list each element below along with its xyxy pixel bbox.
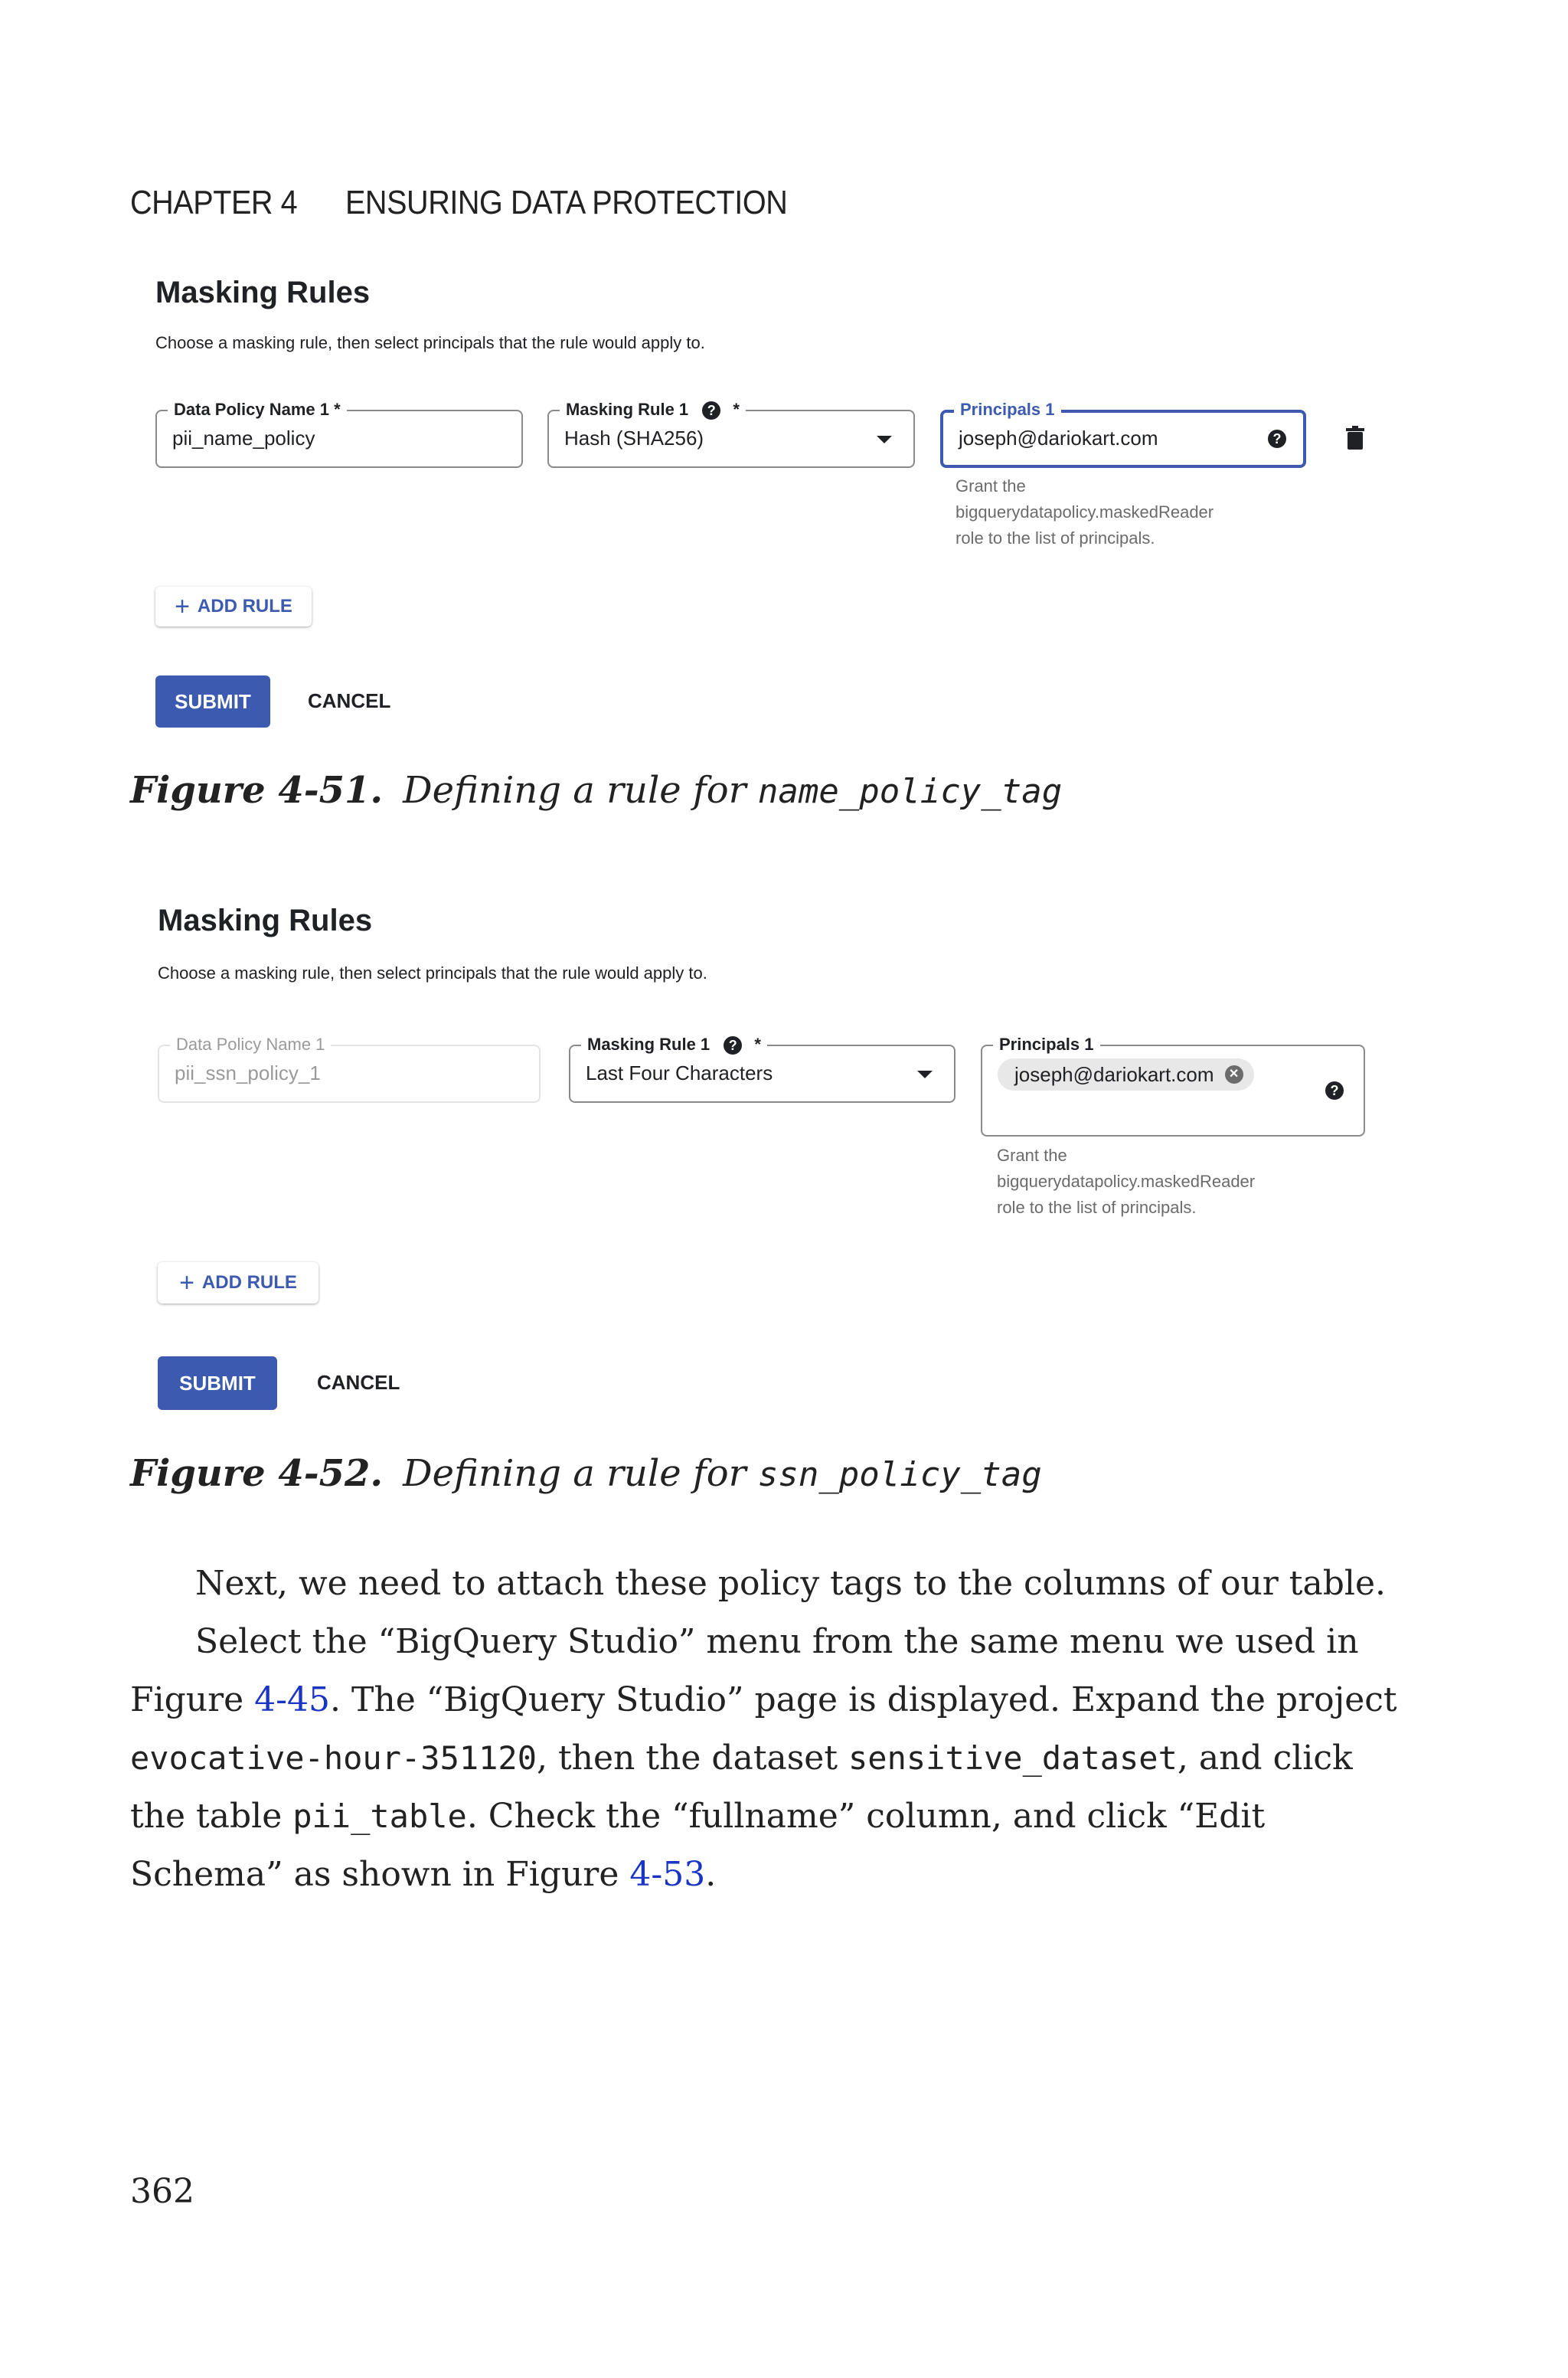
masking-rule-label-text: Masking Rule 1 [587, 1035, 710, 1054]
chapter-label: CHAPTER 4 [130, 184, 298, 221]
submit-button[interactable]: SUBMIT [158, 1356, 277, 1410]
principals-label: Principals 1 [993, 1035, 1100, 1055]
required-asterisk: * [754, 1035, 761, 1054]
figure-code-term: ssn_policy_tag [757, 1455, 1042, 1494]
helper-line: bigquerydatapolicy.maskedReader [997, 1172, 1256, 1191]
masking-rule-label [581, 1035, 767, 1055]
code-term: pii_table [292, 1797, 467, 1835]
data-policy-name-value: pii_ssn_policy_1 [175, 1061, 321, 1084]
masking-rules-subline: Choose a masking rule, then select principals that the rule would apply to. [158, 963, 707, 983]
helper-line: Grant the [997, 1146, 1067, 1165]
figure-number: Figure 4-52. [130, 1452, 384, 1495]
running-header [130, 184, 787, 222]
principals-field[interactable] [981, 1035, 1365, 1137]
caret-down-icon [877, 436, 892, 443]
cancel-button[interactable]: CANCEL [317, 1371, 400, 1394]
text-run: . The “BigQuery Studio” page is displayed. Expand the project [330, 1680, 1397, 1719]
data-policy-name-field [158, 1035, 541, 1103]
trash-icon[interactable] [1345, 426, 1365, 454]
add-rule-button[interactable] [158, 1262, 318, 1303]
add-rule-label: ADD RULE [201, 1272, 297, 1293]
principal-chip[interactable] [998, 1058, 1254, 1091]
code-term: evocative-hour-351120 [130, 1739, 537, 1777]
helper-line: bigquerydatapolicy.maskedReader [956, 502, 1214, 522]
masking-rule-label-text: Masking Rule 1 [566, 400, 689, 419]
required-asterisk: * [733, 400, 740, 419]
principals-helper-text [997, 1143, 1255, 1221]
data-policy-name-value: pii_name_policy [172, 427, 315, 450]
principals-field[interactable] [940, 400, 1306, 468]
masking-rules-subline: Choose a masking rule, then select principals that the rule would apply to. [155, 333, 705, 352]
text-run: , then the dataset [537, 1739, 849, 1778]
text-run: Select the “BigQuery Studio” menu from the same menu we used in Figure [130, 1622, 1359, 1719]
data-policy-name-label: Data Policy Name 1 * [168, 400, 347, 420]
principals-helper-text [956, 473, 1214, 551]
chapter-title: ENSURING DATA PROTECTION [345, 184, 788, 221]
masking-rule-label [560, 400, 746, 420]
paragraph [130, 1613, 1416, 1904]
caret-down-icon [917, 1071, 933, 1078]
add-rule-label: ADD RULE [197, 596, 292, 617]
question-circle-icon[interactable]: ? [702, 401, 720, 420]
question-circle-icon[interactable]: ? [1325, 1081, 1344, 1100]
code-term: sensitive_dataset [848, 1739, 1178, 1777]
text-run: . [705, 1855, 717, 1894]
helper-line: role to the list of principals. [956, 528, 1155, 548]
helper-line: role to the list of principals. [997, 1198, 1197, 1217]
submit-button[interactable]: SUBMIT [155, 675, 270, 728]
question-circle-icon[interactable]: ? [1268, 430, 1286, 448]
figure-link[interactable]: 4-53 [629, 1855, 706, 1894]
figure-code-term: name_policy_tag [757, 772, 1063, 811]
masking-rule-value: Hash (SHA256) [564, 427, 704, 450]
figure-link[interactable]: 4-45 [254, 1680, 331, 1719]
principals-value: joseph@dariokart.com [959, 427, 1158, 450]
figure-description: Defining a rule for [403, 1452, 746, 1495]
figure-number: Figure 4-51. [130, 769, 384, 812]
data-policy-name-label: Data Policy Name 1 [170, 1035, 331, 1055]
figure-caption [130, 1452, 1042, 1495]
question-circle-icon[interactable]: ? [724, 1036, 742, 1055]
body-text [130, 1555, 1416, 1904]
figure-description: Defining a rule for [403, 769, 746, 812]
helper-line: Grant the [956, 476, 1026, 496]
masking-rule-select[interactable] [569, 1035, 956, 1103]
masking-rule-select[interactable] [547, 400, 915, 468]
data-policy-name-field[interactable] [155, 400, 523, 468]
plus-icon: + [175, 592, 190, 621]
principals-label: Principals 1 [954, 400, 1061, 420]
cancel-button[interactable]: CANCEL [308, 689, 391, 712]
paragraph: Next, we need to attach these policy tags to the columns of our table. [195, 1564, 1386, 1603]
text-run: . Check the “fullname” column, and click “Edit Schema” as shown in Figure [130, 1797, 1266, 1894]
masking-rules-heading: Masking Rules [158, 904, 373, 937]
plus-icon: + [179, 1268, 194, 1297]
close-circle-icon[interactable]: ✕ [1225, 1065, 1243, 1084]
text-run: , and click the table [130, 1739, 1353, 1836]
principal-chip-label: joseph@dariokart.com [1014, 1062, 1214, 1086]
masking-rules-heading: Masking Rules [155, 276, 371, 309]
masking-rule-value: Last Four Characters [586, 1061, 773, 1084]
add-rule-button[interactable] [155, 587, 312, 626]
page-number: 362 [130, 2172, 194, 2211]
figure-caption [130, 769, 1062, 812]
